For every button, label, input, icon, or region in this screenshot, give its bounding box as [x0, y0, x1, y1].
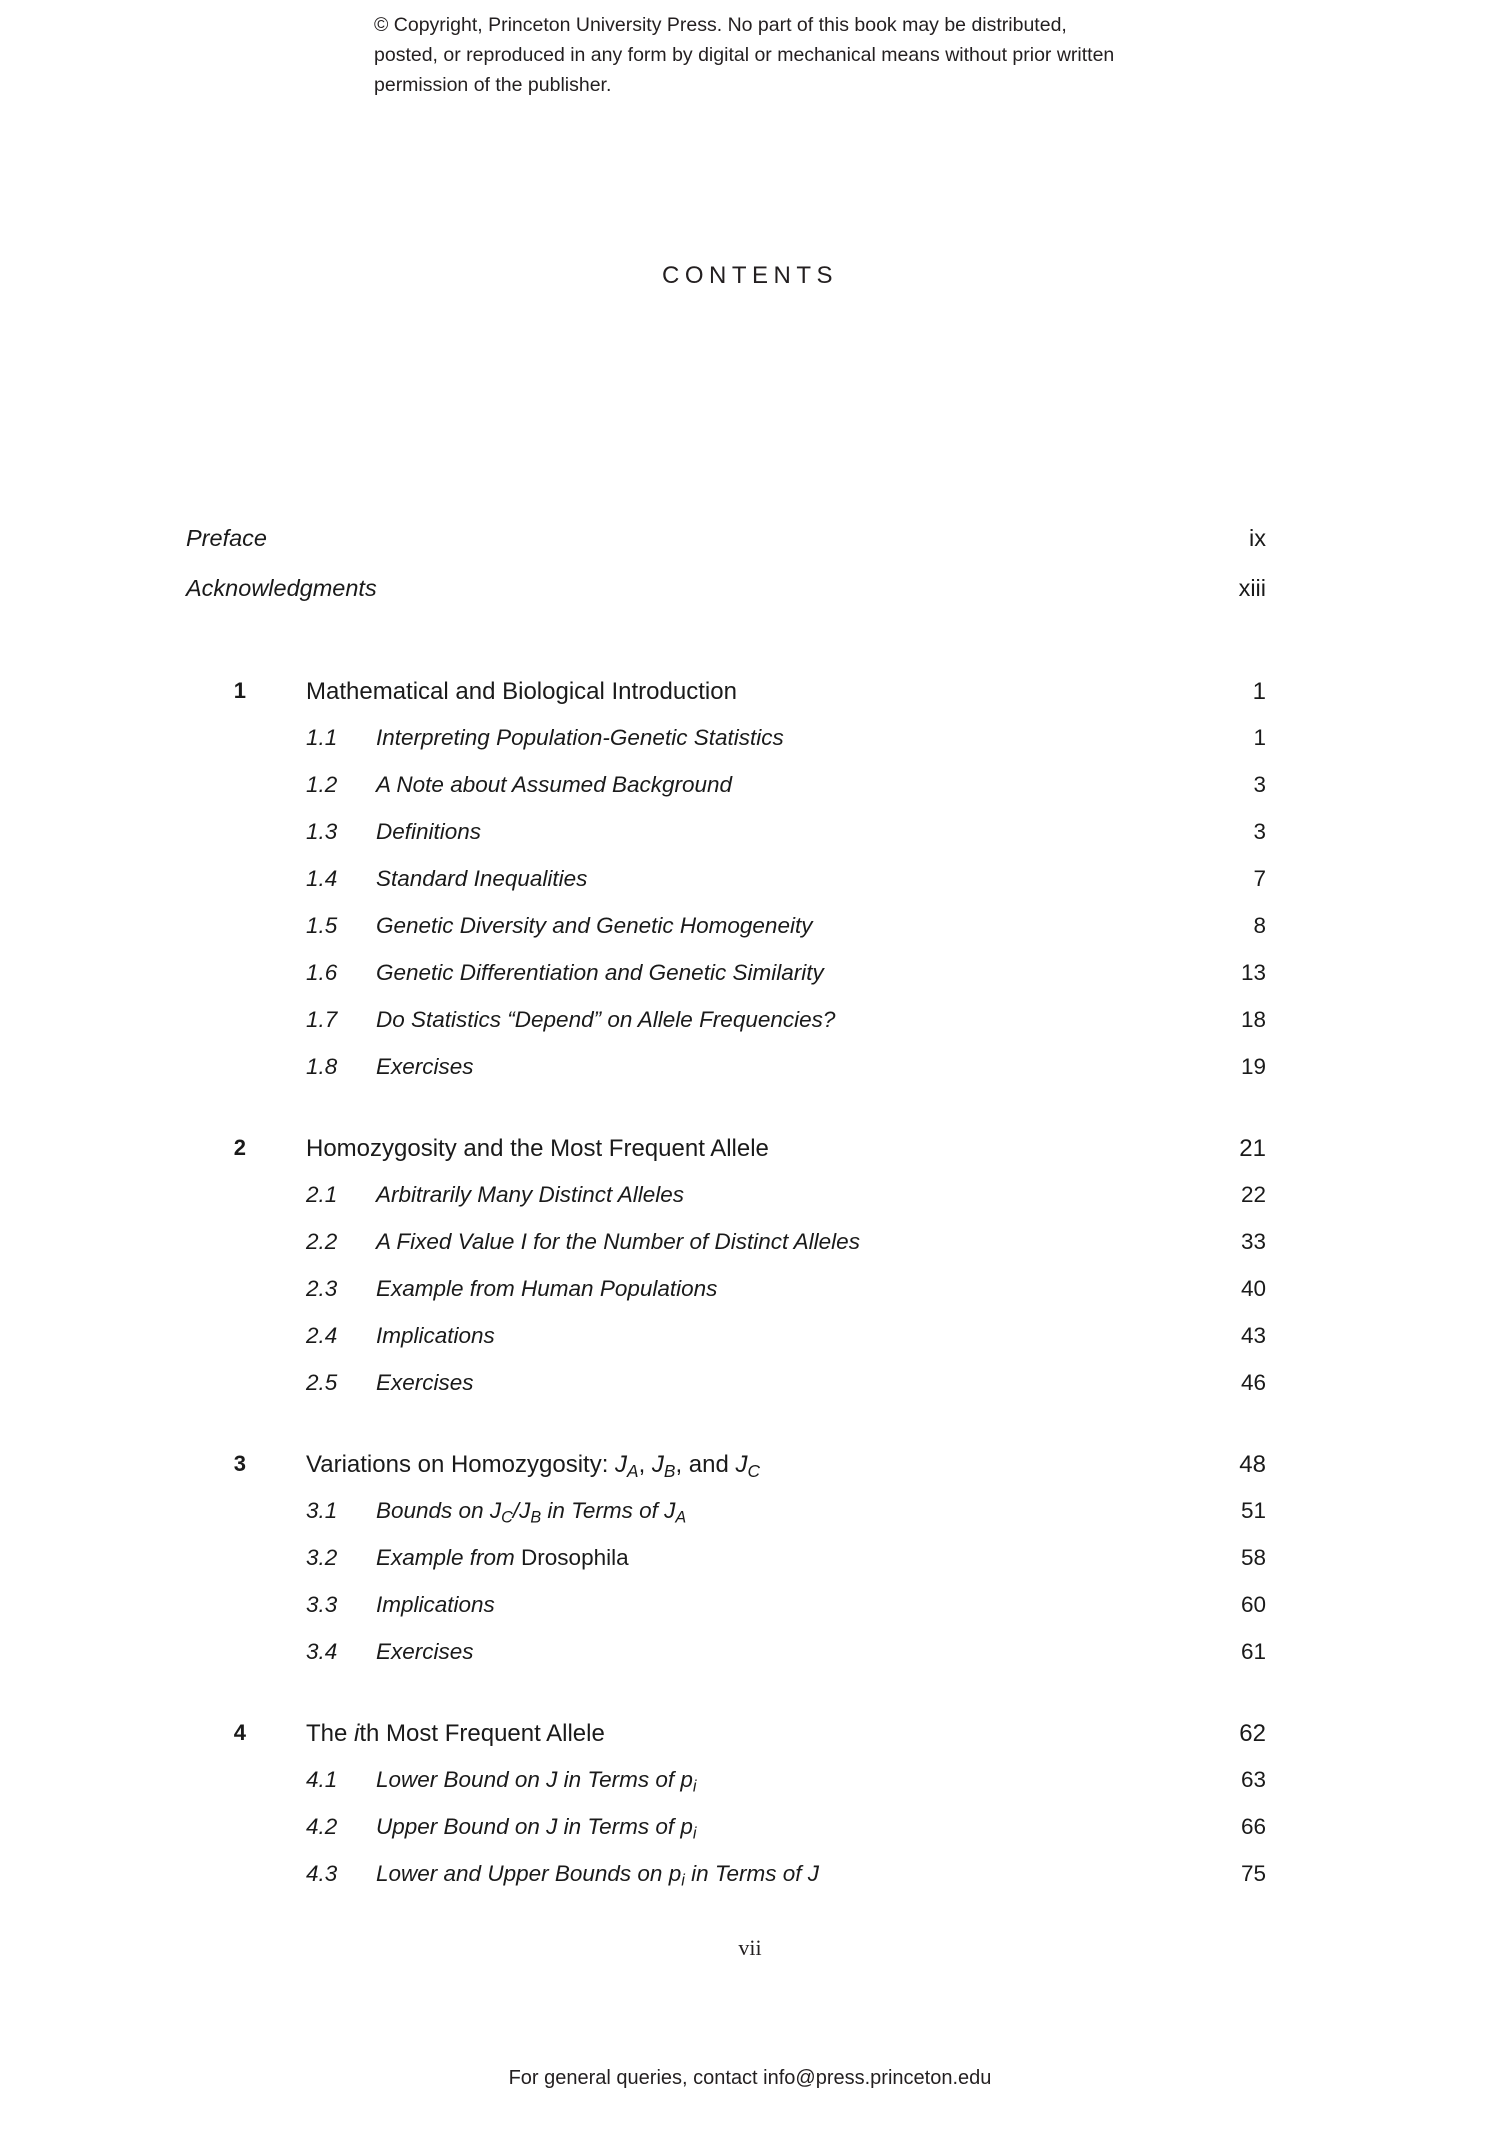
toc-chapter-2 — [186, 1135, 1266, 1417]
toc-section-row[interactable] — [186, 1814, 1266, 1861]
section-number: 3.3 — [306, 1592, 338, 1617]
section-number: 3.4 — [306, 1639, 338, 1664]
toc-entry-page: xiii — [1238, 575, 1266, 601]
toc-section-row[interactable] — [186, 960, 1266, 1007]
toc-chapter-row[interactable] — [186, 1135, 1266, 1182]
section-page: 7 — [1253, 866, 1266, 891]
section-number: 2.5 — [306, 1370, 338, 1395]
section-title: A Note about Assumed Background — [376, 772, 733, 797]
toc-chapter-row[interactable] — [186, 1451, 1266, 1498]
section-page: 66 — [1240, 1814, 1266, 1839]
toc-section-row[interactable] — [186, 1767, 1266, 1814]
chapter-number: 1 — [233, 678, 246, 703]
section-number: 1.7 — [306, 1007, 338, 1032]
copyright-notice: © Copyright, Princeton University Press. No part of this book may be distributed, posted, or reproduced in any form by digital or mechanical means without prior written permission of the publisher. — [374, 14, 1115, 96]
chapter-page: 48 — [1239, 1451, 1266, 1478]
section-page: 18 — [1240, 1007, 1266, 1032]
toc-chapter-3 — [186, 1451, 1266, 1686]
toc-section-row[interactable] — [186, 1370, 1266, 1417]
section-number: 2.1 — [306, 1182, 338, 1207]
toc-chapter-row[interactable] — [186, 1720, 1266, 1767]
toc-frontmatter-preface[interactable] — [186, 525, 1266, 575]
section-number: 2.4 — [306, 1323, 338, 1348]
section-page: 43 — [1240, 1323, 1266, 1348]
chapter-title: Mathematical and Biological Introduction — [306, 678, 737, 705]
toc-section-row[interactable] — [186, 913, 1266, 960]
section-number: 2.2 — [306, 1229, 338, 1254]
section-number: 2.3 — [306, 1276, 338, 1301]
chapter-title: The ith Most Frequent Allele — [306, 1720, 605, 1747]
toc-section-row[interactable] — [186, 819, 1266, 866]
toc-section-row[interactable] — [186, 866, 1266, 913]
section-title: Lower Bound on J in Terms of $p_i$ — [376, 1767, 697, 1796]
toc-section-row[interactable] — [186, 1323, 1266, 1370]
toc-section-row[interactable] — [186, 1545, 1266, 1592]
footer-note: For general queries, contact info@press.princeton.edu — [508, 2067, 992, 2089]
toc-chapter-1 — [186, 678, 1266, 1101]
section-title: Implications — [376, 1323, 495, 1348]
section-title: Example from Human Populations — [376, 1276, 718, 1301]
toc-section-row[interactable] — [186, 1592, 1266, 1639]
toc-frontmatter-acknowledgments[interactable] — [186, 575, 1266, 625]
section-title: Definitions — [376, 819, 482, 844]
section-title: Genetic Differentiation and Genetic Similarity — [376, 960, 824, 985]
section-page: 3 — [1253, 772, 1266, 797]
section-title: Lower and Upper Bounds on $p_i$ in Terms of J — [376, 1861, 820, 1890]
section-title: Genetic Diversity and Genetic Homogeneity — [376, 913, 813, 938]
table-of-contents — [186, 525, 1266, 1908]
section-title: Bounds on $J_C/J_B$ in Terms of $J_A$ — [376, 1498, 687, 1527]
section-number: 1.2 — [306, 772, 338, 797]
section-number: 4.2 — [306, 1814, 338, 1839]
section-page: 51 — [1240, 1498, 1266, 1523]
section-title: Standard Inequalities — [376, 866, 588, 891]
section-page: 40 — [1240, 1276, 1266, 1301]
toc-section-row[interactable] — [186, 1498, 1266, 1545]
chapter-page: 62 — [1239, 1720, 1266, 1747]
section-page: 75 — [1240, 1861, 1266, 1886]
toc-entry-page: ix — [1249, 525, 1266, 551]
section-page: 8 — [1253, 913, 1266, 938]
chapter-page: 21 — [1239, 1135, 1266, 1162]
section-title: Implications — [376, 1592, 495, 1617]
section-number: 3.2 — [306, 1545, 338, 1570]
toc-chapter-row[interactable] — [186, 678, 1266, 725]
page-folio: vii — [738, 1935, 762, 1960]
toc-section-row[interactable] — [186, 1054, 1266, 1101]
section-title: Upper Bound on J in Terms of $p_i$ — [376, 1814, 697, 1843]
section-number: 3.1 — [306, 1498, 338, 1523]
section-title: Arbitrarily Many Distinct Alleles — [376, 1182, 684, 1207]
section-title: Exercises — [376, 1639, 474, 1664]
section-page: 63 — [1240, 1767, 1266, 1792]
section-page: 46 — [1240, 1370, 1266, 1395]
section-page: 58 — [1240, 1545, 1266, 1570]
section-number: 1.5 — [306, 913, 338, 938]
toc-section-row[interactable] — [186, 1639, 1266, 1686]
section-number: 4.3 — [306, 1861, 338, 1886]
section-page: 13 — [1240, 960, 1266, 985]
section-page: 33 — [1240, 1229, 1266, 1254]
toc-section-row[interactable] — [186, 1229, 1266, 1276]
section-number: 1.3 — [306, 819, 338, 844]
section-number: 4.1 — [306, 1767, 338, 1792]
toc-entry-title: Preface — [186, 525, 267, 551]
toc-entry-title: Acknowledgments — [186, 575, 377, 601]
toc-section-row[interactable] — [186, 1861, 1266, 1908]
toc-section-row[interactable] — [186, 772, 1266, 819]
toc-section-row[interactable] — [186, 1276, 1266, 1323]
section-title: A Fixed Value I for the Number of Distinct Alleles — [376, 1229, 860, 1254]
section-title: Exercises — [376, 1370, 474, 1395]
section-page: 1 — [1253, 725, 1266, 750]
chapter-title: Variations on Homozygosity: $J_A$, $J_B$, and $J_C$ — [306, 1451, 760, 1481]
page-title: CONTENTS — [662, 262, 838, 289]
chapter-number: 2 — [233, 1135, 246, 1160]
section-title: Do Statistics “Depend” on Allele Frequencies? — [376, 1007, 836, 1032]
toc-chapter-4 — [186, 1720, 1266, 1908]
section-page: 3 — [1253, 819, 1266, 844]
chapter-page: 1 — [1252, 678, 1266, 705]
section-page: 19 — [1240, 1054, 1266, 1079]
section-number: 1.6 — [306, 960, 338, 985]
section-number: 1.8 — [306, 1054, 338, 1079]
section-page: 22 — [1240, 1182, 1266, 1207]
chapter-title: Homozygosity and the Most Frequent Allele — [306, 1135, 769, 1162]
section-title: Exercises — [376, 1054, 474, 1079]
section-title: Interpreting Population-Genetic Statistics — [376, 725, 784, 750]
section-page: 61 — [1240, 1639, 1266, 1664]
toc-section-row[interactable] — [186, 1007, 1266, 1054]
chapter-number: 3 — [233, 1451, 246, 1476]
chapter-number: 4 — [233, 1720, 246, 1745]
section-title: Example from Drosophila — [376, 1545, 629, 1570]
section-page: 60 — [1240, 1592, 1266, 1617]
section-number: 1.1 — [306, 725, 338, 750]
toc-section-row[interactable] — [186, 1182, 1266, 1229]
toc-section-row[interactable] — [186, 725, 1266, 772]
section-number: 1.4 — [306, 866, 338, 891]
